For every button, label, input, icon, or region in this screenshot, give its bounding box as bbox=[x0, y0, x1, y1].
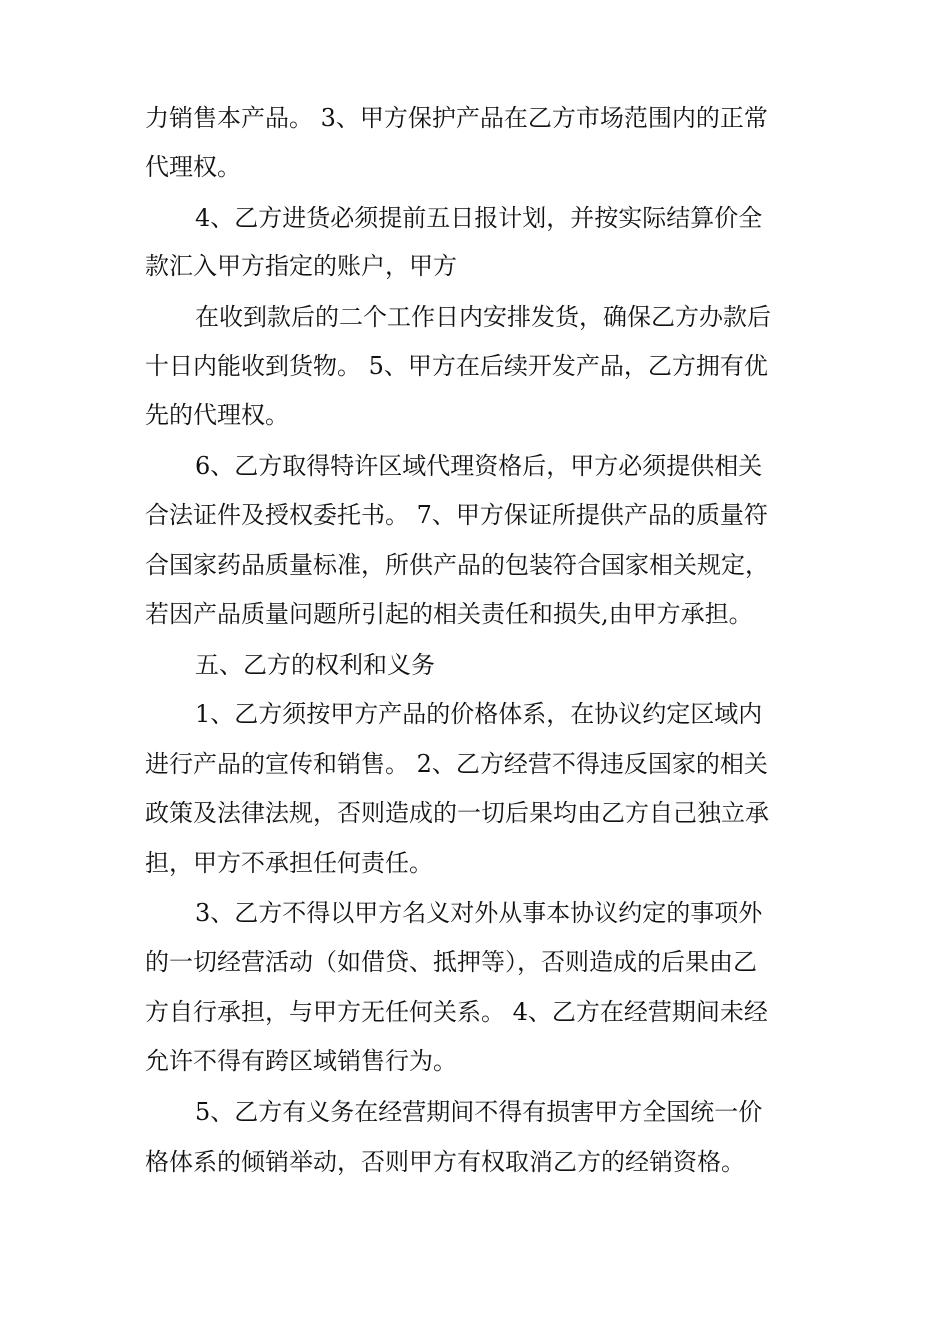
paragraph-start-line: 4、乙方进货必须提前五日报计划，并按实际结算价全 bbox=[195, 204, 763, 232]
text-line: 方自行承担，与甲方无任何关系。 4、乙方在经营期间未经 bbox=[145, 998, 768, 1026]
text-line: 合法证件及授权委托书。 7、甲方保证所提供产品的质量符 bbox=[145, 501, 768, 529]
text-line: 进行产品的宣传和销售。 2、乙方经营不得违反国家的相关 bbox=[145, 750, 768, 778]
paragraph-start-line: 3、乙方不得以甲方名义对外从事本协议约定的事项外 bbox=[195, 899, 763, 927]
text-line: 格体系的倾销举动，否则甲方有权取消乙方的经销资格。 bbox=[145, 1148, 745, 1176]
text-line: 担，甲方不承担任何责任。 bbox=[145, 849, 433, 877]
paragraph-start-line: 1、乙方须按甲方产品的价格体系，在协议约定区域内 bbox=[195, 700, 763, 728]
paragraph-start-line: 6、乙方取得特许区域代理资格后，甲方必须提供相关 bbox=[195, 452, 763, 480]
text-line: 若因产品质量问题所引起的相关责任和损失,由甲方承担。 bbox=[145, 600, 753, 628]
section-heading: 五、乙方的权利和义务 bbox=[195, 651, 435, 679]
text-line: 代理权。 bbox=[145, 153, 241, 181]
text-line: 合国家药品质量标准，所供产品的包装符合国家相关规定， bbox=[145, 551, 769, 579]
text-line: 十日内能收到货物。 5、甲方在后续开发产品，乙方拥有优 bbox=[145, 352, 768, 380]
text-line: 允许不得有跨区域销售行为。 bbox=[145, 1047, 457, 1075]
text-line: 的一切经营活动（如借贷、抵押等），否则造成的后果由乙 bbox=[145, 948, 757, 976]
paragraph-start-line: 5、乙方有义务在经营期间不得有损害甲方全国统一价 bbox=[195, 1098, 763, 1126]
text-line: 力销售本产品。 3、甲方保护产品在乙方市场范围内的正常 bbox=[145, 104, 768, 132]
paragraph-start-line: 在收到款后的二个工作日内安排发货，确保乙方办款后 bbox=[195, 303, 771, 331]
text-line: 政策及法律法规，否则造成的一切后果均由乙方自己独立承 bbox=[145, 799, 769, 827]
text-line: 款汇入甲方指定的账户，甲方 bbox=[145, 252, 457, 280]
text-line: 先的代理权。 bbox=[145, 401, 289, 429]
